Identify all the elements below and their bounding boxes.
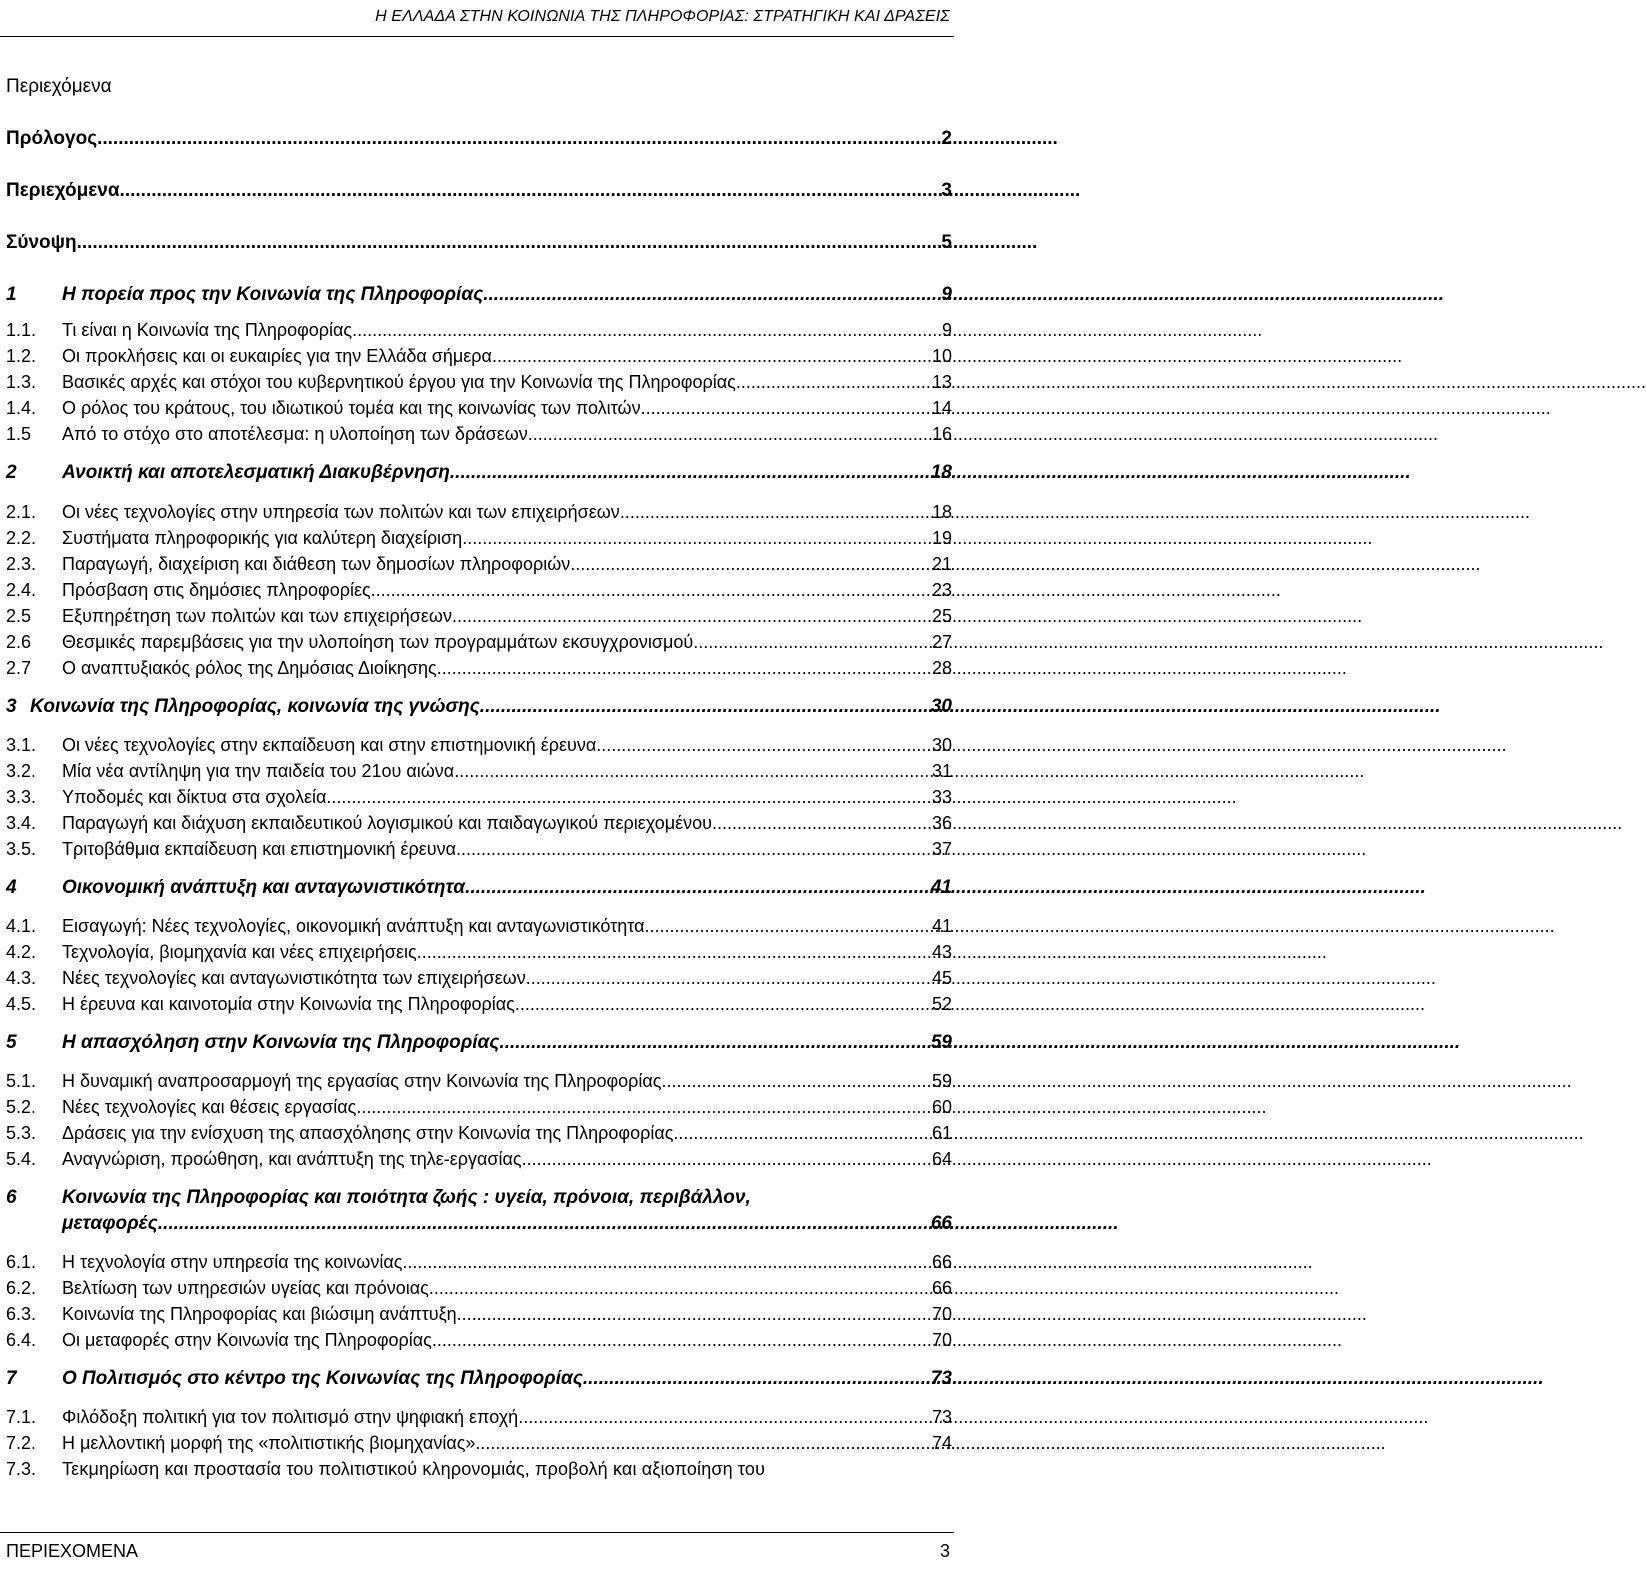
toc-entry-page: 59 bbox=[930, 1032, 952, 1053]
toc-section[interactable] bbox=[6, 1433, 952, 1454]
leader-dots bbox=[450, 462, 930, 484]
leader-dots bbox=[583, 1368, 930, 1390]
toc-entry-number: 4.2. bbox=[6, 942, 37, 962]
leader-dots bbox=[158, 1213, 930, 1235]
toc-entry-text: Η απασχόληση στην Κοινωνία της Πληροφορίας bbox=[62, 1032, 500, 1053]
toc-entry-number: 5.1. bbox=[6, 1071, 37, 1091]
leader-dots bbox=[518, 1407, 931, 1428]
toc-entry-page: 64 bbox=[931, 1149, 952, 1169]
toc-entry-number: 1.1. bbox=[6, 320, 37, 340]
toc-entry-text: Η μελλοντική μορφή της «πολιτιστικής βιομηχανίας» bbox=[62, 1433, 476, 1453]
toc-entry-number: 6.2. bbox=[6, 1278, 37, 1298]
toc-section[interactable] bbox=[6, 554, 952, 575]
toc-section[interactable] bbox=[6, 787, 952, 808]
toc-chapter[interactable] bbox=[6, 462, 952, 484]
toc-entry-text: Βελτίωση των υπηρεσιών υγείας και πρόνοιας bbox=[62, 1278, 429, 1298]
leader-dots bbox=[528, 424, 931, 445]
running-header: Η ΕΛΛΑΔΑ ΣΤΗΝ ΚΟΙΝΩΝΙΑ ΤΗΣ ΠΛΗΡΟΦΟΡΙΑΣ: ΣΤΡΑΤΗΓΙΚΗ ΚΑΙ ΔΡΑΣΕΙΣ bbox=[375, 8, 950, 25]
toc-section[interactable] bbox=[6, 424, 952, 445]
leader-dots bbox=[480, 696, 930, 718]
toc-entry-page: 52 bbox=[931, 994, 952, 1014]
toc-entry-number: 7.1. bbox=[6, 1407, 37, 1427]
toc-entry-number: 4 bbox=[6, 877, 17, 898]
toc-entry-text: Φιλόδοξη πολιτική για τον πολιτισμό στην ψηφιακή εποχή bbox=[62, 1407, 519, 1427]
toc-entry-number: 2 bbox=[6, 462, 17, 483]
toc-entry-text: Τεκμηρίωση και προστασία του πολιτιστικού κληρονομιάς, προβολή και αξιοποίηση του bbox=[62, 1459, 766, 1479]
toc-entry-number: 5 bbox=[6, 1032, 17, 1053]
toc-section[interactable] bbox=[6, 606, 952, 627]
toc-entry-page: 19 bbox=[931, 528, 952, 548]
toc-section[interactable] bbox=[6, 968, 952, 989]
toc-entry[interactable] bbox=[6, 180, 952, 202]
toc-entry-text: Οι νέες τεχνολογίες στην υπηρεσία των πολιτών και των επιχειρήσεων bbox=[62, 502, 620, 522]
toc-entry-text: Σύνοψη bbox=[6, 232, 77, 253]
leader-dots bbox=[641, 398, 931, 419]
toc-entry-number: 3 bbox=[6, 696, 17, 717]
toc-entry-number: 3.2. bbox=[6, 761, 37, 781]
toc-entry-number: 3.1. bbox=[6, 735, 37, 755]
toc-entry-page: 2 bbox=[941, 128, 952, 149]
toc-entry-text: Περιεχόμενα bbox=[6, 180, 120, 201]
toc-entry-text: Οι νέες τεχνολογίες στην εκπαίδευση και στην επιστημονική έρευνα bbox=[62, 735, 597, 755]
toc-section[interactable] bbox=[6, 1252, 952, 1273]
toc-entry-text: Η έρευνα και καινοτομία στην Κοινωνία της Πληροφορίας bbox=[62, 994, 515, 1014]
toc-entry-number: 2.1. bbox=[6, 502, 37, 522]
leader-dots bbox=[712, 813, 931, 834]
toc-entry-text: Εισαγωγή: Νέες τεχνολογίες, οικονομική ανάπτυξη και ανταγωνιστικότητα bbox=[62, 916, 645, 936]
footer-rule bbox=[0, 1532, 954, 1533]
toc-chapter[interactable] bbox=[6, 877, 952, 899]
leader-dots bbox=[77, 232, 941, 254]
leader-dots bbox=[352, 320, 941, 341]
toc-entry-number: 7 bbox=[6, 1368, 17, 1389]
leader-dots bbox=[499, 1032, 929, 1054]
toc-entry-text: Νέες τεχνολογίες και ανταγωνιστικότητα των επιχειρήσεων bbox=[62, 968, 526, 988]
toc-entry-text: Από το στόχο στο αποτέλεσμα: η υλοποίηση των δράσεων bbox=[62, 424, 528, 444]
toc-entry-page: 28 bbox=[931, 658, 952, 678]
toc-section[interactable] bbox=[6, 761, 952, 782]
toc-section[interactable] bbox=[6, 1149, 952, 1170]
toc-section[interactable] bbox=[6, 916, 952, 937]
toc-section[interactable] bbox=[6, 372, 952, 393]
toc-entry-number: 2.3. bbox=[6, 554, 37, 574]
toc-entry-page: 37 bbox=[931, 839, 952, 859]
toc-entry-text: Οι προκλήσεις και οι ευκαιρίες για την Ελλάδα σήμερα bbox=[62, 346, 492, 366]
leader-dots bbox=[429, 1278, 931, 1299]
leader-dots bbox=[475, 1433, 931, 1454]
leader-dots bbox=[570, 554, 931, 575]
toc-entry-text: Ο ρόλος του κράτους, του ιδιωτικού τομέα και της κοινωνίας των πολιτών bbox=[62, 398, 641, 418]
toc-entry-page: 73 bbox=[931, 1407, 952, 1427]
toc-entry-number: 6.3. bbox=[6, 1304, 37, 1324]
toc-chapter[interactable] bbox=[6, 284, 952, 306]
toc-entry-page: 21 bbox=[931, 554, 952, 574]
toc-section[interactable] bbox=[6, 1123, 952, 1144]
toc-entry-text: Αναγνώριση, προώθηση, και ανάπτυξη της τηλε-εργασίας bbox=[62, 1149, 522, 1169]
toc-entry-page: 10 bbox=[931, 346, 952, 366]
toc-entry-text: Πρόλογος bbox=[6, 128, 98, 149]
toc-entry-text: Ανοικτή και αποτελεσματική Διακυβέρνηση bbox=[62, 462, 450, 483]
toc-entry-text: Παραγωγή, διαχείριση και διάθεση των δημοσίων πληροφοριών bbox=[62, 554, 571, 574]
leader-dots bbox=[673, 1123, 931, 1144]
toc-section[interactable] bbox=[6, 528, 952, 549]
toc-entry-page: 45 bbox=[931, 968, 952, 988]
toc-entry-number: 6 bbox=[6, 1187, 17, 1208]
toc-chapter-continuation[interactable] bbox=[62, 1213, 952, 1235]
leader-dots bbox=[693, 632, 931, 653]
toc-section[interactable] bbox=[6, 1278, 952, 1299]
toc-entry[interactable] bbox=[6, 128, 952, 150]
toc-section[interactable] bbox=[6, 320, 952, 341]
leader-dots bbox=[402, 1252, 931, 1273]
leader-dots bbox=[120, 180, 941, 202]
toc-entry-text: Τριτοβάθμια εκπαίδευση και επιστημονική έρευνα bbox=[62, 839, 457, 859]
toc-entry-page: 61 bbox=[931, 1123, 952, 1143]
leader-dots bbox=[492, 346, 931, 367]
toc-section[interactable] bbox=[6, 580, 952, 601]
leader-dots bbox=[457, 1304, 931, 1325]
toc-entry-text: Μία νέα αντίληψη για την παιδεία του 21ου αιώνα bbox=[62, 761, 455, 781]
leader-dots bbox=[515, 994, 931, 1015]
toc-entry-page: 13 bbox=[931, 372, 952, 392]
toc-section[interactable] bbox=[6, 813, 952, 834]
toc-entry-page: 25 bbox=[931, 606, 952, 626]
toc-entry-text: Εξυπηρέτηση των πολιτών και των επιχειρήσεων bbox=[62, 606, 452, 626]
toc-entry-number: 1.4. bbox=[6, 398, 37, 418]
leader-dots bbox=[645, 916, 931, 937]
toc-section[interactable] bbox=[6, 942, 952, 963]
toc-entry-number: 1 bbox=[6, 284, 17, 305]
toc-section[interactable] bbox=[6, 735, 952, 756]
toc-chapter[interactable] bbox=[6, 1032, 952, 1054]
toc-entry-text: Συστήματα πληροφορικής για καλύτερη διαχείριση bbox=[62, 528, 463, 548]
toc-entry-page: 9 bbox=[941, 320, 952, 340]
toc-entry-number: 2.7 bbox=[6, 658, 32, 678]
toc-entry-number: 3.4. bbox=[6, 813, 37, 833]
leader-dots bbox=[432, 1330, 931, 1351]
toc-entry-number: 3.3. bbox=[6, 787, 37, 807]
toc-entry-number: 2.6 bbox=[6, 632, 32, 652]
toc-section[interactable] bbox=[6, 1304, 952, 1325]
toc-entry-page: 66 bbox=[930, 1213, 952, 1234]
toc-section[interactable] bbox=[6, 1097, 952, 1118]
toc-section[interactable] bbox=[6, 839, 952, 860]
toc-chapter[interactable] bbox=[6, 1368, 952, 1390]
toc-entry-number: 3.5. bbox=[6, 839, 37, 859]
page-number: 3 bbox=[939, 1541, 950, 1561]
leader-dots bbox=[596, 735, 931, 756]
toc-entry-page: 31 bbox=[931, 761, 952, 781]
leader-dots bbox=[417, 942, 931, 963]
toc-entry-number: 1.2. bbox=[6, 346, 37, 366]
toc-entry-page: 18 bbox=[930, 462, 952, 483]
toc-entry-page: 27 bbox=[931, 632, 952, 652]
leader-dots bbox=[326, 787, 931, 808]
toc-entry-page: 3 bbox=[941, 180, 952, 201]
toc-entry-text: Τεχνολογία, βιομηχανία και νέες επιχειρήσεις bbox=[62, 942, 417, 962]
toc-entry-page: 66 bbox=[931, 1278, 952, 1298]
toc-entry-text: Ο Πολιτισμός στο κέντρο της Κοινωνίας της Πληροφορίας bbox=[62, 1368, 583, 1389]
leader-dots bbox=[452, 606, 931, 627]
leader-dots bbox=[371, 580, 931, 601]
leader-dots bbox=[526, 968, 931, 989]
toc-entry-page: 5 bbox=[941, 232, 952, 253]
toc-section[interactable] bbox=[6, 502, 952, 523]
toc-entry-page: 43 bbox=[931, 942, 952, 962]
leader-dots bbox=[661, 1071, 930, 1092]
page-footer bbox=[6, 1541, 950, 1562]
toc-section[interactable] bbox=[6, 1071, 952, 1092]
toc-entry-text: Η δυναμική αναπροσαρμογή της εργασίας στην Κοινωνία της Πληροφορίας bbox=[62, 1071, 662, 1091]
toc-entry-page: 23 bbox=[931, 580, 952, 600]
footer-label: ΠΕΡΙΕΧΟΜΕΝΑ bbox=[6, 1541, 139, 1561]
toc-entry-page: 60 bbox=[931, 1097, 952, 1117]
toc-entry-page: 41 bbox=[931, 916, 952, 936]
toc-entry-page: 16 bbox=[931, 424, 952, 444]
leader-dots bbox=[97, 128, 940, 150]
leader-dots bbox=[522, 1149, 931, 1170]
toc-entry-text: Παραγωγή και διάχυση εκπαιδευτικού λογισμικού και παιδαγωγικού περιεχομένου bbox=[62, 813, 713, 833]
toc-section[interactable] bbox=[6, 1407, 952, 1428]
toc-entry-page: 70 bbox=[931, 1304, 952, 1324]
toc-entry-number: 4.3. bbox=[6, 968, 37, 988]
toc-section[interactable] bbox=[6, 346, 952, 367]
toc-entry-number: 5.3. bbox=[6, 1123, 37, 1143]
toc-section[interactable] bbox=[6, 632, 952, 653]
toc-entry-text: Οικονομική ανάπτυξη και ανταγωνιστικότητα bbox=[62, 877, 466, 898]
leader-dots bbox=[454, 761, 931, 782]
toc-entry-number: 7.2. bbox=[6, 1433, 37, 1453]
toc-entry-page: 30 bbox=[930, 696, 952, 717]
toc-entry-number: 1.5 bbox=[6, 424, 32, 444]
toc-entry-text: Ο αναπτυξιακός ρόλος της Δημόσιας Διοίκησης bbox=[62, 658, 437, 678]
toc-section[interactable] bbox=[6, 1330, 952, 1351]
toc-entry-number: 4.1. bbox=[6, 916, 37, 936]
toc-entry-number: 5.2. bbox=[6, 1097, 37, 1117]
toc-entry-text: Κοινωνία της Πληροφορίας, κοινωνία της γνώσης bbox=[30, 696, 480, 717]
toc-section[interactable] bbox=[6, 398, 952, 419]
toc-entry-page: 33 bbox=[931, 787, 952, 807]
toc-section[interactable] bbox=[6, 658, 952, 679]
toc-entry-page: 59 bbox=[931, 1071, 952, 1091]
toc-entry-page: 73 bbox=[930, 1368, 952, 1389]
toc-entry-text: Κοινωνία της Πληροφορίας και ποιότητα ζωής : υγεία, πρόνοια, περιβάλλον, bbox=[62, 1187, 751, 1208]
toc-entry-number: 2.4. bbox=[6, 580, 37, 600]
toc-entry-text: Τι είναι η Κοινωνία της Πληροφορίας bbox=[62, 320, 353, 340]
toc-entry-page: 14 bbox=[931, 398, 952, 418]
leader-dots bbox=[462, 528, 931, 549]
leader-dots bbox=[465, 877, 930, 899]
toc-entry-number: 6.4. bbox=[6, 1330, 37, 1350]
toc-entry-page: 36 bbox=[931, 813, 952, 833]
toc-entry[interactable] bbox=[6, 232, 952, 254]
toc-entry-number: 4.5. bbox=[6, 994, 37, 1014]
toc-entry-number: 2.2. bbox=[6, 528, 37, 548]
toc-entry-number: 2.5 bbox=[6, 606, 32, 626]
toc-entry-text: μεταφορές bbox=[62, 1213, 158, 1234]
toc-entry-text: Πρόσβαση στις δημόσιες πληροφορίες bbox=[62, 580, 371, 600]
toc-entry-text: Νέες τεχνολογίες και θέσεις εργασίας bbox=[62, 1097, 357, 1117]
toc-entry-text: Κοινωνία της Πληροφορίας και βιώσιμη ανάπτυξη bbox=[62, 1304, 457, 1324]
toc-entry-number: 7.3. bbox=[6, 1459, 37, 1479]
toc-entry-page: 66 bbox=[931, 1252, 952, 1272]
toc-chapter[interactable] bbox=[6, 1187, 952, 1209]
toc-entry-text: Οι μεταφορές στην Κοινωνία της Πληροφορίας bbox=[62, 1330, 432, 1350]
toc-entry-text: Θεσμικές παρεμβάσεις για την υλοποίηση των προγραμμάτων εκσυγχρονισμού bbox=[62, 632, 694, 652]
toc-entry-page: 41 bbox=[930, 877, 952, 898]
leader-dots bbox=[736, 372, 931, 393]
toc-section[interactable] bbox=[6, 1459, 952, 1480]
toc-entry-number: 1.3. bbox=[6, 372, 37, 392]
leader-dots bbox=[483, 284, 940, 306]
toc-entry-text: Υποδομές και δίκτυα στα σχολεία bbox=[62, 787, 327, 807]
leader-dots bbox=[356, 1097, 931, 1118]
leader-dots bbox=[620, 502, 931, 523]
toc-entry-number: 6.1. bbox=[6, 1252, 37, 1272]
leader-dots bbox=[437, 658, 931, 679]
toc-entry-page: 70 bbox=[931, 1330, 952, 1350]
toc-entry-page: 9 bbox=[941, 284, 952, 305]
toc-entry-text: Βασικές αρχές και στόχοι του κυβερνητικού έργου για την Κοινωνία της Πληροφορίας bbox=[62, 372, 736, 392]
leader-dots bbox=[456, 839, 931, 860]
toc-entry-number: 5.4. bbox=[6, 1149, 37, 1169]
toc-chapter[interactable] bbox=[6, 696, 952, 718]
toc-entry-text: Η τεχνολογία στην υπηρεσία της κοινωνίας bbox=[62, 1252, 403, 1272]
toc-title: Περιεχόμενα bbox=[6, 76, 112, 97]
toc-entry-text: Δράσεις για την ενίσχυση της απασχόλησης στην Κοινωνία της Πληροφορίας bbox=[62, 1123, 674, 1143]
toc-entry-text: Η πορεία προς την Κοινωνία της Πληροφορίας bbox=[62, 284, 484, 305]
toc-entry-page: 74 bbox=[931, 1433, 952, 1453]
toc-section[interactable] bbox=[6, 994, 952, 1015]
toc-entry-page: 30 bbox=[931, 735, 952, 755]
header-rule bbox=[0, 36, 954, 37]
toc-entry-page: 18 bbox=[931, 502, 952, 522]
